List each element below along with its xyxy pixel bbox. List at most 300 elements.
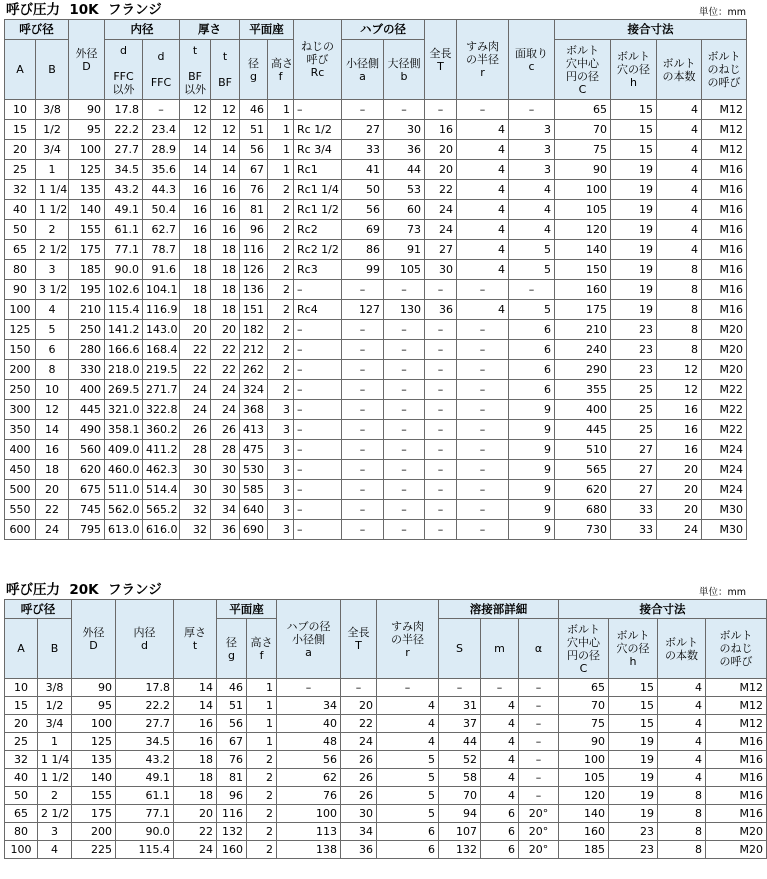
- table-cell: 23: [609, 841, 658, 859]
- table-cell: 4: [457, 140, 509, 160]
- table-cell: 5: [36, 320, 69, 340]
- table-cell: –: [342, 360, 384, 380]
- header-alpha: α: [519, 619, 559, 679]
- table-cell: 360.2: [143, 420, 180, 440]
- table-cell: M24: [702, 480, 747, 500]
- table-cell: 1/2: [36, 120, 69, 140]
- table-cell: 290: [555, 360, 611, 380]
- flange-10k-unit: 単位：mm: [698, 7, 746, 18]
- table-cell: –: [457, 380, 509, 400]
- table-cell: 212: [240, 340, 268, 360]
- table-cell: 20: [36, 480, 69, 500]
- table-cell: –: [425, 340, 457, 360]
- table-cell: 4: [657, 180, 702, 200]
- table-cell: 9: [509, 480, 555, 500]
- table-cell: M12: [706, 715, 767, 733]
- table-cell: 77.1: [105, 240, 143, 260]
- table-cell: 36: [384, 140, 425, 160]
- table-cell: –: [457, 500, 509, 520]
- table-cell: 368: [240, 400, 268, 420]
- table-cell: –: [294, 440, 342, 460]
- table-cell: 20: [180, 320, 211, 340]
- table-row: [5, 679, 767, 697]
- table-cell: –: [384, 460, 425, 480]
- table-cell: 613.0: [105, 520, 143, 540]
- table-cell: 15: [609, 679, 658, 697]
- table-cell: –: [384, 400, 425, 420]
- table-cell: 25: [611, 420, 657, 440]
- table-cell: 140: [559, 805, 609, 823]
- table-cell: 65: [555, 100, 611, 120]
- table-cell: –: [425, 480, 457, 500]
- table-cell: –: [384, 420, 425, 440]
- table-cell: 104.1: [143, 280, 180, 300]
- table-cell: 18: [180, 280, 211, 300]
- table-cell: 2: [268, 340, 294, 360]
- table-cell: 36: [341, 841, 377, 859]
- table-cell: 27.7: [105, 140, 143, 160]
- table-cell: 12: [657, 360, 702, 380]
- table-cell: 94: [439, 805, 481, 823]
- table-cell: 3: [509, 160, 555, 180]
- table-cell: 12: [211, 120, 240, 140]
- table-cell: 20: [425, 140, 457, 160]
- flange-10k-header: [5, 20, 747, 100]
- table-cell: 4: [457, 300, 509, 320]
- table-cell: 100: [5, 300, 36, 320]
- header-fillet: すみ肉 の半径 r: [457, 20, 509, 100]
- table-cell: Rc1 1/2: [294, 200, 342, 220]
- table-cell: 135: [69, 180, 105, 200]
- table-cell: 132: [439, 841, 481, 859]
- table-row: [5, 280, 747, 300]
- table-cell: 18: [211, 300, 240, 320]
- table-cell: 28: [211, 440, 240, 460]
- table-cell: 62: [277, 769, 341, 787]
- table-cell: 4: [481, 697, 519, 715]
- table-cell: –: [384, 280, 425, 300]
- table-cell: Rc4: [294, 300, 342, 320]
- table-cell: 460.0: [105, 460, 143, 480]
- table-cell: 4: [481, 715, 519, 733]
- table-cell: 132: [217, 823, 247, 841]
- table-cell: 1: [247, 715, 277, 733]
- table-cell: 16: [211, 220, 240, 240]
- table-cell: 34: [211, 500, 240, 520]
- table-cell: 16: [657, 420, 702, 440]
- table-cell: 8: [658, 805, 706, 823]
- table-cell: Rc1: [294, 160, 342, 180]
- table-cell: 12: [180, 120, 211, 140]
- table-cell: 250: [5, 380, 36, 400]
- table-cell: 19: [609, 751, 658, 769]
- table-cell: 2: [268, 260, 294, 280]
- table-cell: 445: [555, 420, 611, 440]
- table-cell: 16: [211, 200, 240, 220]
- table-cell: 138: [277, 841, 341, 859]
- table-cell: –: [425, 280, 457, 300]
- table-row: [5, 440, 747, 460]
- table-cell: 2 1/2: [36, 240, 69, 260]
- table-cell: 76: [217, 751, 247, 769]
- table-cell: 65: [5, 805, 38, 823]
- table-cell: 15: [611, 140, 657, 160]
- table-cell: –: [425, 440, 457, 460]
- table-cell: –: [342, 280, 384, 300]
- table-cell: 300: [5, 400, 36, 420]
- table-cell: 530: [240, 460, 268, 480]
- table-cell: 20: [657, 480, 702, 500]
- table-cell: 32: [180, 500, 211, 520]
- table-cell: 3/4: [36, 140, 69, 160]
- table-cell: 24: [341, 733, 377, 751]
- table-cell: 116: [217, 805, 247, 823]
- table-cell: 6: [509, 380, 555, 400]
- table-cell: 25: [5, 160, 36, 180]
- table-cell: 355: [555, 380, 611, 400]
- table-cell: 33: [611, 500, 657, 520]
- table-cell: 105: [384, 260, 425, 280]
- table-cell: 120: [555, 220, 611, 240]
- table-cell: 135: [72, 751, 116, 769]
- table-cell: 4: [658, 715, 706, 733]
- table-cell: 20: [425, 160, 457, 180]
- table-cell: 620: [555, 480, 611, 500]
- table-cell: 75: [555, 140, 611, 160]
- table-cell: 2: [268, 280, 294, 300]
- table-cell: 210: [555, 320, 611, 340]
- table-cell: 4: [657, 140, 702, 160]
- table-cell: 19: [611, 280, 657, 300]
- table-cell: 16: [425, 120, 457, 140]
- table-cell: 23: [611, 360, 657, 380]
- table-cell: 16: [36, 440, 69, 460]
- table-cell: 16: [657, 400, 702, 420]
- header-inner-dia: 内径 d: [116, 600, 174, 679]
- table-cell: M22: [702, 400, 747, 420]
- table-cell: 1: [268, 140, 294, 160]
- table-row: [5, 500, 747, 520]
- table-cell: 2: [247, 787, 277, 805]
- header-length: 全長 T: [341, 600, 377, 679]
- table-cell: 12: [657, 380, 702, 400]
- table-cell: 105: [559, 769, 609, 787]
- header-hub-a: 小径側 a: [342, 40, 384, 100]
- table-cell: 1 1/4: [36, 180, 69, 200]
- table-cell: 269.5: [105, 380, 143, 400]
- table-cell: 50.4: [143, 200, 180, 220]
- table-cell: 4: [658, 733, 706, 751]
- group-inner-dia: 内径: [105, 20, 180, 40]
- table-cell: –: [384, 360, 425, 380]
- table-cell: 280: [69, 340, 105, 360]
- table-cell: M20: [706, 841, 767, 859]
- table-cell: M20: [702, 340, 747, 360]
- table-cell: –: [519, 679, 559, 697]
- flange-20k-title: 呼び圧力 20K フランジ: [6, 582, 162, 598]
- table-cell: 56: [342, 200, 384, 220]
- table-cell: –: [384, 480, 425, 500]
- table-cell: 690: [240, 520, 268, 540]
- flange-20k-section: [4, 582, 763, 859]
- table-cell: –: [425, 520, 457, 540]
- table-cell: 22.2: [116, 697, 174, 715]
- table-cell: 3: [268, 500, 294, 520]
- table-cell: 175: [69, 240, 105, 260]
- table-cell: 100: [69, 140, 105, 160]
- table-cell: 27: [611, 440, 657, 460]
- table-row: [5, 823, 767, 841]
- header-hub-b: 大径側 b: [384, 40, 425, 100]
- table-cell: 30: [180, 480, 211, 500]
- table-cell: 61.1: [105, 220, 143, 240]
- table-cell: 95: [69, 120, 105, 140]
- table-cell: 1 1/2: [38, 769, 72, 787]
- group-nominal-size: 呼び径: [5, 600, 72, 619]
- table-cell: 18: [180, 260, 211, 280]
- table-cell: 51: [240, 120, 268, 140]
- table-cell: 61.1: [116, 787, 174, 805]
- table-cell: 585: [240, 480, 268, 500]
- table-cell: 78.7: [143, 240, 180, 260]
- table-cell: 141.2: [105, 320, 143, 340]
- table-cell: –: [457, 520, 509, 540]
- table-cell: 24: [425, 220, 457, 240]
- table-cell: M16: [702, 240, 747, 260]
- table-cell: 4: [657, 240, 702, 260]
- table-cell: 115.4: [116, 841, 174, 859]
- table-cell: 16: [180, 220, 211, 240]
- table-cell: 27: [425, 240, 457, 260]
- table-cell: –: [294, 420, 342, 440]
- table-cell: 4: [36, 300, 69, 320]
- table-cell: 80: [5, 823, 38, 841]
- header-bolt-circle: ボルト 穴中心 円の径 C: [555, 40, 611, 100]
- table-cell: 19: [611, 160, 657, 180]
- table-cell: 155: [69, 220, 105, 240]
- table-cell: 4: [377, 697, 439, 715]
- table-cell: –: [341, 679, 377, 697]
- table-cell: –: [294, 360, 342, 380]
- table-cell: 76: [240, 180, 268, 200]
- table-row: [5, 120, 747, 140]
- table-cell: 2: [36, 220, 69, 240]
- table-cell: 140: [555, 240, 611, 260]
- table-cell: 2: [247, 841, 277, 859]
- table-cell: 24: [657, 520, 702, 540]
- table-cell: 90: [559, 733, 609, 751]
- table-cell: 565: [555, 460, 611, 480]
- table-cell: 46: [240, 100, 268, 120]
- table-cell: 14: [174, 697, 217, 715]
- table-cell: –: [509, 100, 555, 120]
- table-cell: M16: [702, 220, 747, 240]
- table-cell: 73: [384, 220, 425, 240]
- table-cell: 22: [174, 823, 217, 841]
- table-cell: 19: [609, 787, 658, 805]
- table-cell: 70: [559, 697, 609, 715]
- table-cell: 4: [658, 751, 706, 769]
- flange-10k-table: [4, 19, 747, 540]
- table-cell: 675: [69, 480, 105, 500]
- table-cell: 70: [555, 120, 611, 140]
- table-cell: Rc 1/2: [294, 120, 342, 140]
- table-cell: 49.1: [105, 200, 143, 220]
- table-row: [5, 300, 747, 320]
- table-cell: –: [425, 360, 457, 380]
- table-cell: 125: [69, 160, 105, 180]
- table-cell: 14: [180, 160, 211, 180]
- table-cell: 24: [180, 400, 211, 420]
- table-cell: 4: [38, 841, 72, 859]
- table-cell: –: [294, 100, 342, 120]
- table-cell: 14: [211, 160, 240, 180]
- table-cell: 730: [555, 520, 611, 540]
- table-cell: M16: [706, 733, 767, 751]
- table-cell: –: [457, 340, 509, 360]
- table-cell: –: [457, 280, 509, 300]
- table-row: [5, 260, 747, 280]
- table-cell: 24: [180, 380, 211, 400]
- table-cell: –: [457, 420, 509, 440]
- table-row: [5, 805, 767, 823]
- table-cell: 10: [5, 100, 36, 120]
- table-cell: 8: [658, 841, 706, 859]
- table-cell: 100: [559, 751, 609, 769]
- table-cell: 90.0: [116, 823, 174, 841]
- table-row: [5, 320, 747, 340]
- table-cell: 15: [609, 715, 658, 733]
- table-cell: 81: [240, 200, 268, 220]
- table-cell: 1: [38, 733, 72, 751]
- table-row: [5, 751, 767, 769]
- table-cell: 15: [5, 120, 36, 140]
- table-cell: 160: [559, 823, 609, 841]
- table-cell: 22: [425, 180, 457, 200]
- table-cell: –: [342, 380, 384, 400]
- table-cell: 2: [268, 240, 294, 260]
- table-cell: 19: [609, 733, 658, 751]
- table-cell: 175: [555, 300, 611, 320]
- table-cell: 22: [211, 340, 240, 360]
- table-cell: 30: [425, 260, 457, 280]
- table-cell: 6: [481, 841, 519, 859]
- table-cell: 400: [69, 380, 105, 400]
- table-cell: 95: [72, 697, 116, 715]
- group-flat-face: 平面座: [240, 20, 294, 40]
- table-cell: 18: [180, 300, 211, 320]
- table-cell: 20: [211, 320, 240, 340]
- table-cell: 409.0: [105, 440, 143, 460]
- table-cell: 22: [211, 360, 240, 380]
- table-cell: 1: [268, 160, 294, 180]
- table-cell: 96: [217, 787, 247, 805]
- table-cell: 3/4: [38, 715, 72, 733]
- table-cell: 40: [5, 200, 36, 220]
- table-cell: 120: [559, 787, 609, 805]
- table-cell: 67: [240, 160, 268, 180]
- table-cell: –: [425, 460, 457, 480]
- table-cell: 8: [657, 320, 702, 340]
- table-cell: –: [384, 320, 425, 340]
- table-cell: 2: [247, 769, 277, 787]
- table-cell: 43.2: [116, 751, 174, 769]
- table-cell: 76: [277, 787, 341, 805]
- table-cell: 77.1: [116, 805, 174, 823]
- table-row: [5, 769, 767, 787]
- table-cell: –: [519, 769, 559, 787]
- table-cell: 680: [555, 500, 611, 520]
- table-cell: 462.3: [143, 460, 180, 480]
- table-cell: –: [342, 420, 384, 440]
- header-bolt-circle: ボルト 穴中心 円の径 C: [559, 619, 609, 679]
- table-cell: 3: [268, 420, 294, 440]
- table-cell: 1 1/2: [36, 200, 69, 220]
- table-row: [5, 340, 747, 360]
- table-cell: 4: [481, 787, 519, 805]
- table-cell: –: [481, 679, 519, 697]
- table-cell: –: [377, 679, 439, 697]
- table-cell: 69: [342, 220, 384, 240]
- table-cell: 3: [509, 140, 555, 160]
- table-cell: 8: [657, 260, 702, 280]
- table-cell: 56: [277, 751, 341, 769]
- group-joint-dims: 接合寸法: [555, 20, 747, 40]
- table-cell: 4: [481, 733, 519, 751]
- table-cell: 32: [5, 751, 38, 769]
- table-cell: 4: [481, 751, 519, 769]
- table-cell: 3: [268, 440, 294, 460]
- table-cell: M16: [706, 769, 767, 787]
- table-cell: 4: [509, 180, 555, 200]
- table-cell: –: [457, 400, 509, 420]
- table-cell: 182: [240, 320, 268, 340]
- table-cell: 14: [211, 140, 240, 160]
- table-cell: 22: [180, 340, 211, 360]
- table-cell: –: [342, 340, 384, 360]
- table-cell: 2: [268, 200, 294, 220]
- table-cell: 620: [69, 460, 105, 480]
- table-cell: 450: [5, 460, 36, 480]
- table-cell: 321.0: [105, 400, 143, 420]
- table-row: [5, 180, 747, 200]
- table-cell: 100: [5, 841, 38, 859]
- table-cell: 195: [69, 280, 105, 300]
- table-cell: 23.4: [143, 120, 180, 140]
- table-cell: 8: [36, 360, 69, 380]
- header-outer-dia: 外径 D: [69, 20, 105, 100]
- table-cell: 1: [247, 679, 277, 697]
- table-cell: 2: [247, 751, 277, 769]
- table-cell: 115.4: [105, 300, 143, 320]
- table-cell: 8: [658, 823, 706, 841]
- table-cell: 48: [277, 733, 341, 751]
- header-b: B: [36, 40, 69, 100]
- table-cell: 31: [439, 697, 481, 715]
- header-bolt-count: ボルト の本数: [657, 40, 702, 100]
- table-cell: 4: [657, 160, 702, 180]
- header-bolt-thread: ボルト のねじ の呼び: [706, 619, 767, 679]
- table-cell: 19: [611, 300, 657, 320]
- table-row: [5, 240, 747, 260]
- header-t-non-bf: t BF 以外: [180, 40, 211, 100]
- table-cell: 400: [555, 400, 611, 420]
- table-cell: 2 1/2: [38, 805, 72, 823]
- table-cell: 4: [377, 733, 439, 751]
- table-cell: 53: [384, 180, 425, 200]
- table-cell: 6: [509, 360, 555, 380]
- table-cell: –: [384, 100, 425, 120]
